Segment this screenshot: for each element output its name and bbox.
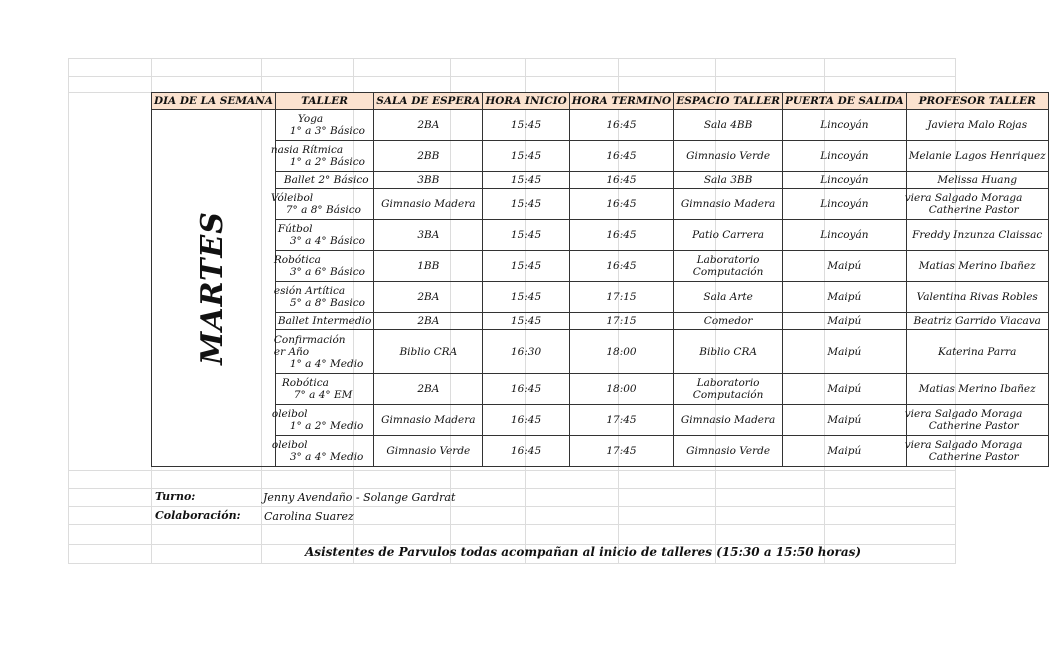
taller-level: 3° a 4° Medio (289, 451, 364, 463)
taller-name-cont: er Año (273, 345, 310, 358)
profesor-cell (906, 141, 1048, 172)
espacio-line: Computación (692, 389, 764, 401)
profesor-cell (906, 110, 1048, 141)
taller-cell (271, 436, 373, 467)
profesor-cell (906, 251, 1048, 282)
header-taller: TALLER (275, 93, 373, 110)
espacio-line: Gimnasio Verde (686, 150, 771, 162)
taller-cell (275, 313, 373, 330)
assistants-note: Asistentes de Parvulos todas acompañan al inicio de talleres (15:30 a 15:50 horas) (305, 545, 862, 559)
hora-termino-cell: 16:45 (569, 172, 673, 189)
taller-cell (275, 172, 373, 189)
hora-termino-cell: 17:15 (569, 282, 673, 313)
profesor-cell (906, 282, 1048, 313)
hora-termino-cell: 16:45 (569, 110, 673, 141)
taller-level: 3° a 4° Básico (289, 235, 365, 247)
puerta-cell: Maipú (783, 436, 907, 467)
espacio-cell (674, 172, 783, 189)
espacio-line: Sala Arte (703, 291, 753, 303)
taller-cell (275, 282, 373, 313)
taller-cell (271, 405, 373, 436)
header-row (152, 93, 1049, 110)
hora-termino-cell: 16:45 (569, 251, 673, 282)
table-row (152, 330, 1049, 374)
puerta-cell: Lincoyán (783, 220, 907, 251)
hora-inicio-cell: 15:45 (483, 220, 569, 251)
grid-line (68, 488, 956, 489)
table-row (152, 110, 1049, 141)
espacio-cell (674, 374, 783, 405)
taller-cell (275, 251, 373, 282)
sala-cell: 2BB (374, 141, 483, 172)
espacio-line: Computación (692, 266, 764, 278)
hora-inicio-cell: 16:45 (483, 374, 569, 405)
header-espacio: ESPACIO TALLER (674, 93, 783, 110)
grid-line (68, 563, 956, 564)
hora-inicio-cell: 15:45 (483, 141, 569, 172)
espacio-cell (674, 141, 783, 172)
grid-line (68, 524, 956, 525)
profesor-name: viera Salgado Moraga (904, 408, 1023, 420)
grid-line (68, 470, 956, 471)
colaboracion-label: Colaboración: (155, 509, 241, 522)
hora-termino-cell: 18:00 (569, 374, 673, 405)
profesor-name: Catherine Pastor (928, 420, 1019, 432)
hora-termino-cell: 16:45 (569, 141, 673, 172)
hora-inicio-cell: 16:30 (483, 330, 569, 374)
profesor-name: Katerina Parra (937, 345, 1017, 358)
hora-termino-cell: 17:45 (569, 436, 673, 467)
turno-label: Turno: (155, 490, 196, 503)
schedule-table (151, 92, 1049, 467)
hora-inicio-cell: 15:45 (483, 172, 569, 189)
profesor-name: viera Salgado Moraga (904, 192, 1023, 204)
espacio-line: Gimnasio Madera (680, 414, 776, 426)
taller-name: Vóleibol (270, 192, 314, 204)
sala-cell: 3BA (374, 220, 483, 251)
table-row (152, 141, 1049, 172)
header-hora-termino: HORA TERMINO (569, 93, 673, 110)
profesor-cell (906, 374, 1048, 405)
profesor-cell (906, 330, 1048, 374)
taller-level: 1° a 3° Básico (289, 125, 365, 137)
colaboracion-value: Carolina Suarez (264, 510, 354, 523)
grid-line (68, 58, 956, 59)
taller-name: Fútbol (277, 223, 313, 235)
table-row (152, 189, 1049, 220)
espacio-cell (674, 405, 783, 436)
hora-termino-cell: 18:00 (569, 330, 673, 374)
profesor-cell (906, 436, 1048, 467)
table-row (152, 251, 1049, 282)
profesor-cell (906, 189, 1048, 220)
profesor-cell (906, 405, 1048, 436)
puerta-cell: Maipú (783, 313, 907, 330)
espacio-line: Patio Carrera (692, 229, 765, 241)
taller-name: Yoga (297, 113, 324, 125)
table-row (152, 374, 1049, 405)
profesor-name: Freddy Inzunza Claissac (912, 229, 1043, 241)
profesor-name: Matias Merino Ibañez (918, 383, 1036, 395)
profesor-name: Beatriz Garrido Viacava (913, 315, 1041, 327)
espacio-line: Gimnasio Madera (680, 198, 776, 210)
header-dia: DIA DE LA SEMANA (152, 93, 276, 110)
taller-level: 7° a 8° Básico (285, 204, 361, 216)
profesor-name: Catherine Pastor (928, 451, 1019, 463)
puerta-cell: Maipú (783, 405, 907, 436)
day-label: MARTES (195, 211, 231, 365)
sala-cell: Biblio CRA (374, 330, 483, 374)
header-sala: SALA DE ESPERA (374, 93, 483, 110)
espacio-line: Laboratorio (696, 254, 760, 266)
espacio-cell (674, 189, 783, 220)
profesor-name: Javiera Malo Rojas (927, 119, 1028, 131)
table-row (152, 313, 1049, 330)
grid-line (68, 76, 956, 77)
taller-cell (275, 220, 373, 251)
taller-name: Ballet Intermedio (277, 315, 372, 327)
header-profesor: PROFESOR TALLER (906, 93, 1048, 110)
taller-cell (275, 374, 373, 405)
table-row (152, 172, 1049, 189)
espacio-line: Biblio CRA (699, 345, 757, 358)
taller-name: esión Artítica (273, 285, 346, 297)
puerta-cell: Maipú (783, 251, 907, 282)
taller-name: Robótica (273, 254, 321, 266)
taller-level: 1° a 2° Básico (289, 156, 365, 168)
taller-level: 5° a 8° Basico (289, 297, 365, 309)
hora-inicio-cell: 15:45 (483, 189, 569, 220)
espacio-line: Sala 3BB (703, 174, 753, 186)
puerta-cell: Lincoyán (783, 141, 907, 172)
hora-inicio-cell: 15:45 (483, 282, 569, 313)
espacio-cell (674, 110, 783, 141)
sala-cell: 2BA (374, 282, 483, 313)
hora-termino-cell: 17:45 (569, 405, 673, 436)
taller-level: 3° a 6° Básico (289, 266, 365, 278)
hora-inicio-cell: 15:45 (483, 313, 569, 330)
hora-inicio-cell: 16:45 (483, 405, 569, 436)
taller-name: oleibol (271, 408, 308, 420)
espacio-line: Sala 4BB (703, 119, 753, 131)
header-puerta: PUERTA DE SALIDA (783, 93, 907, 110)
table-row (152, 282, 1049, 313)
sala-cell: Gimnasio Madera (374, 189, 483, 220)
hora-inicio-cell: 15:45 (483, 251, 569, 282)
espacio-cell (674, 282, 783, 313)
puerta-cell: Maipú (783, 330, 907, 374)
taller-cell (275, 110, 373, 141)
profesor-cell (906, 172, 1048, 189)
hora-termino-cell: 16:45 (569, 189, 673, 220)
taller-name: Ballet 2° Básico (283, 174, 369, 186)
hora-termino-cell: 17:15 (569, 313, 673, 330)
taller-name: oleibol (271, 439, 308, 451)
taller-cell (270, 141, 373, 172)
espacio-line: Gimnasio Verde (686, 445, 771, 457)
espacio-line: Comedor (703, 315, 753, 327)
espacio-cell (674, 313, 783, 330)
espacio-cell (674, 330, 783, 374)
taller-cell (275, 330, 373, 374)
taller-cell (270, 189, 373, 220)
puerta-cell: Lincoyán (783, 110, 907, 141)
profesor-name: Melissa Huang (937, 174, 1018, 186)
sala-cell: 2BA (374, 374, 483, 405)
table-row (152, 436, 1049, 467)
hora-inicio-cell: 16:45 (483, 436, 569, 467)
puerta-cell: Maipú (783, 374, 907, 405)
taller-name: Robótica (281, 377, 329, 389)
puerta-cell: Lincoyán (783, 172, 907, 189)
profesor-name: Melanie Lagos Henriquez (908, 150, 1046, 162)
grid-line (68, 506, 956, 507)
header-hora-inicio: HORA INICIO (483, 93, 569, 110)
table-row (152, 405, 1049, 436)
sala-cell: 2BA (374, 313, 483, 330)
schedule-body (152, 110, 1049, 467)
profesor-name: Matias Merino Ibañez (918, 260, 1036, 272)
turno-value: Jenny Avendaño - Solange Gardrat (263, 491, 456, 504)
taller-level: 1° a 2° Medio (289, 420, 364, 432)
profesor-name: Catherine Pastor (928, 204, 1019, 216)
sala-cell: 2BA (374, 110, 483, 141)
profesor-cell (906, 313, 1048, 330)
profesor-cell (906, 220, 1048, 251)
profesor-name: Valentina Rivas Robles (916, 291, 1038, 303)
profesor-name: viera Salgado Moraga (904, 439, 1023, 451)
hora-termino-cell: 16:45 (569, 220, 673, 251)
espacio-cell (674, 251, 783, 282)
taller-level: 7° a 4° EM (293, 389, 353, 401)
taller-name: nasia Rítmica (270, 144, 344, 156)
hora-inicio-cell: 15:45 (483, 110, 569, 141)
sala-cell: 3BB (374, 172, 483, 189)
espacio-cell (674, 436, 783, 467)
espacio-cell (674, 220, 783, 251)
taller-name: Confirmación (273, 333, 346, 346)
puerta-cell: Maipú (783, 282, 907, 313)
taller-level: 1° a 4° Medio (289, 357, 364, 370)
sala-cell: Gimnasio Verde (374, 436, 483, 467)
puerta-cell: Lincoyán (783, 189, 907, 220)
sala-cell: Gimnasio Madera (374, 405, 483, 436)
day-cell (152, 110, 276, 467)
table-row (152, 220, 1049, 251)
sala-cell: 1BB (374, 251, 483, 282)
espacio-line: Laboratorio (696, 377, 760, 389)
grid-line (68, 58, 69, 564)
